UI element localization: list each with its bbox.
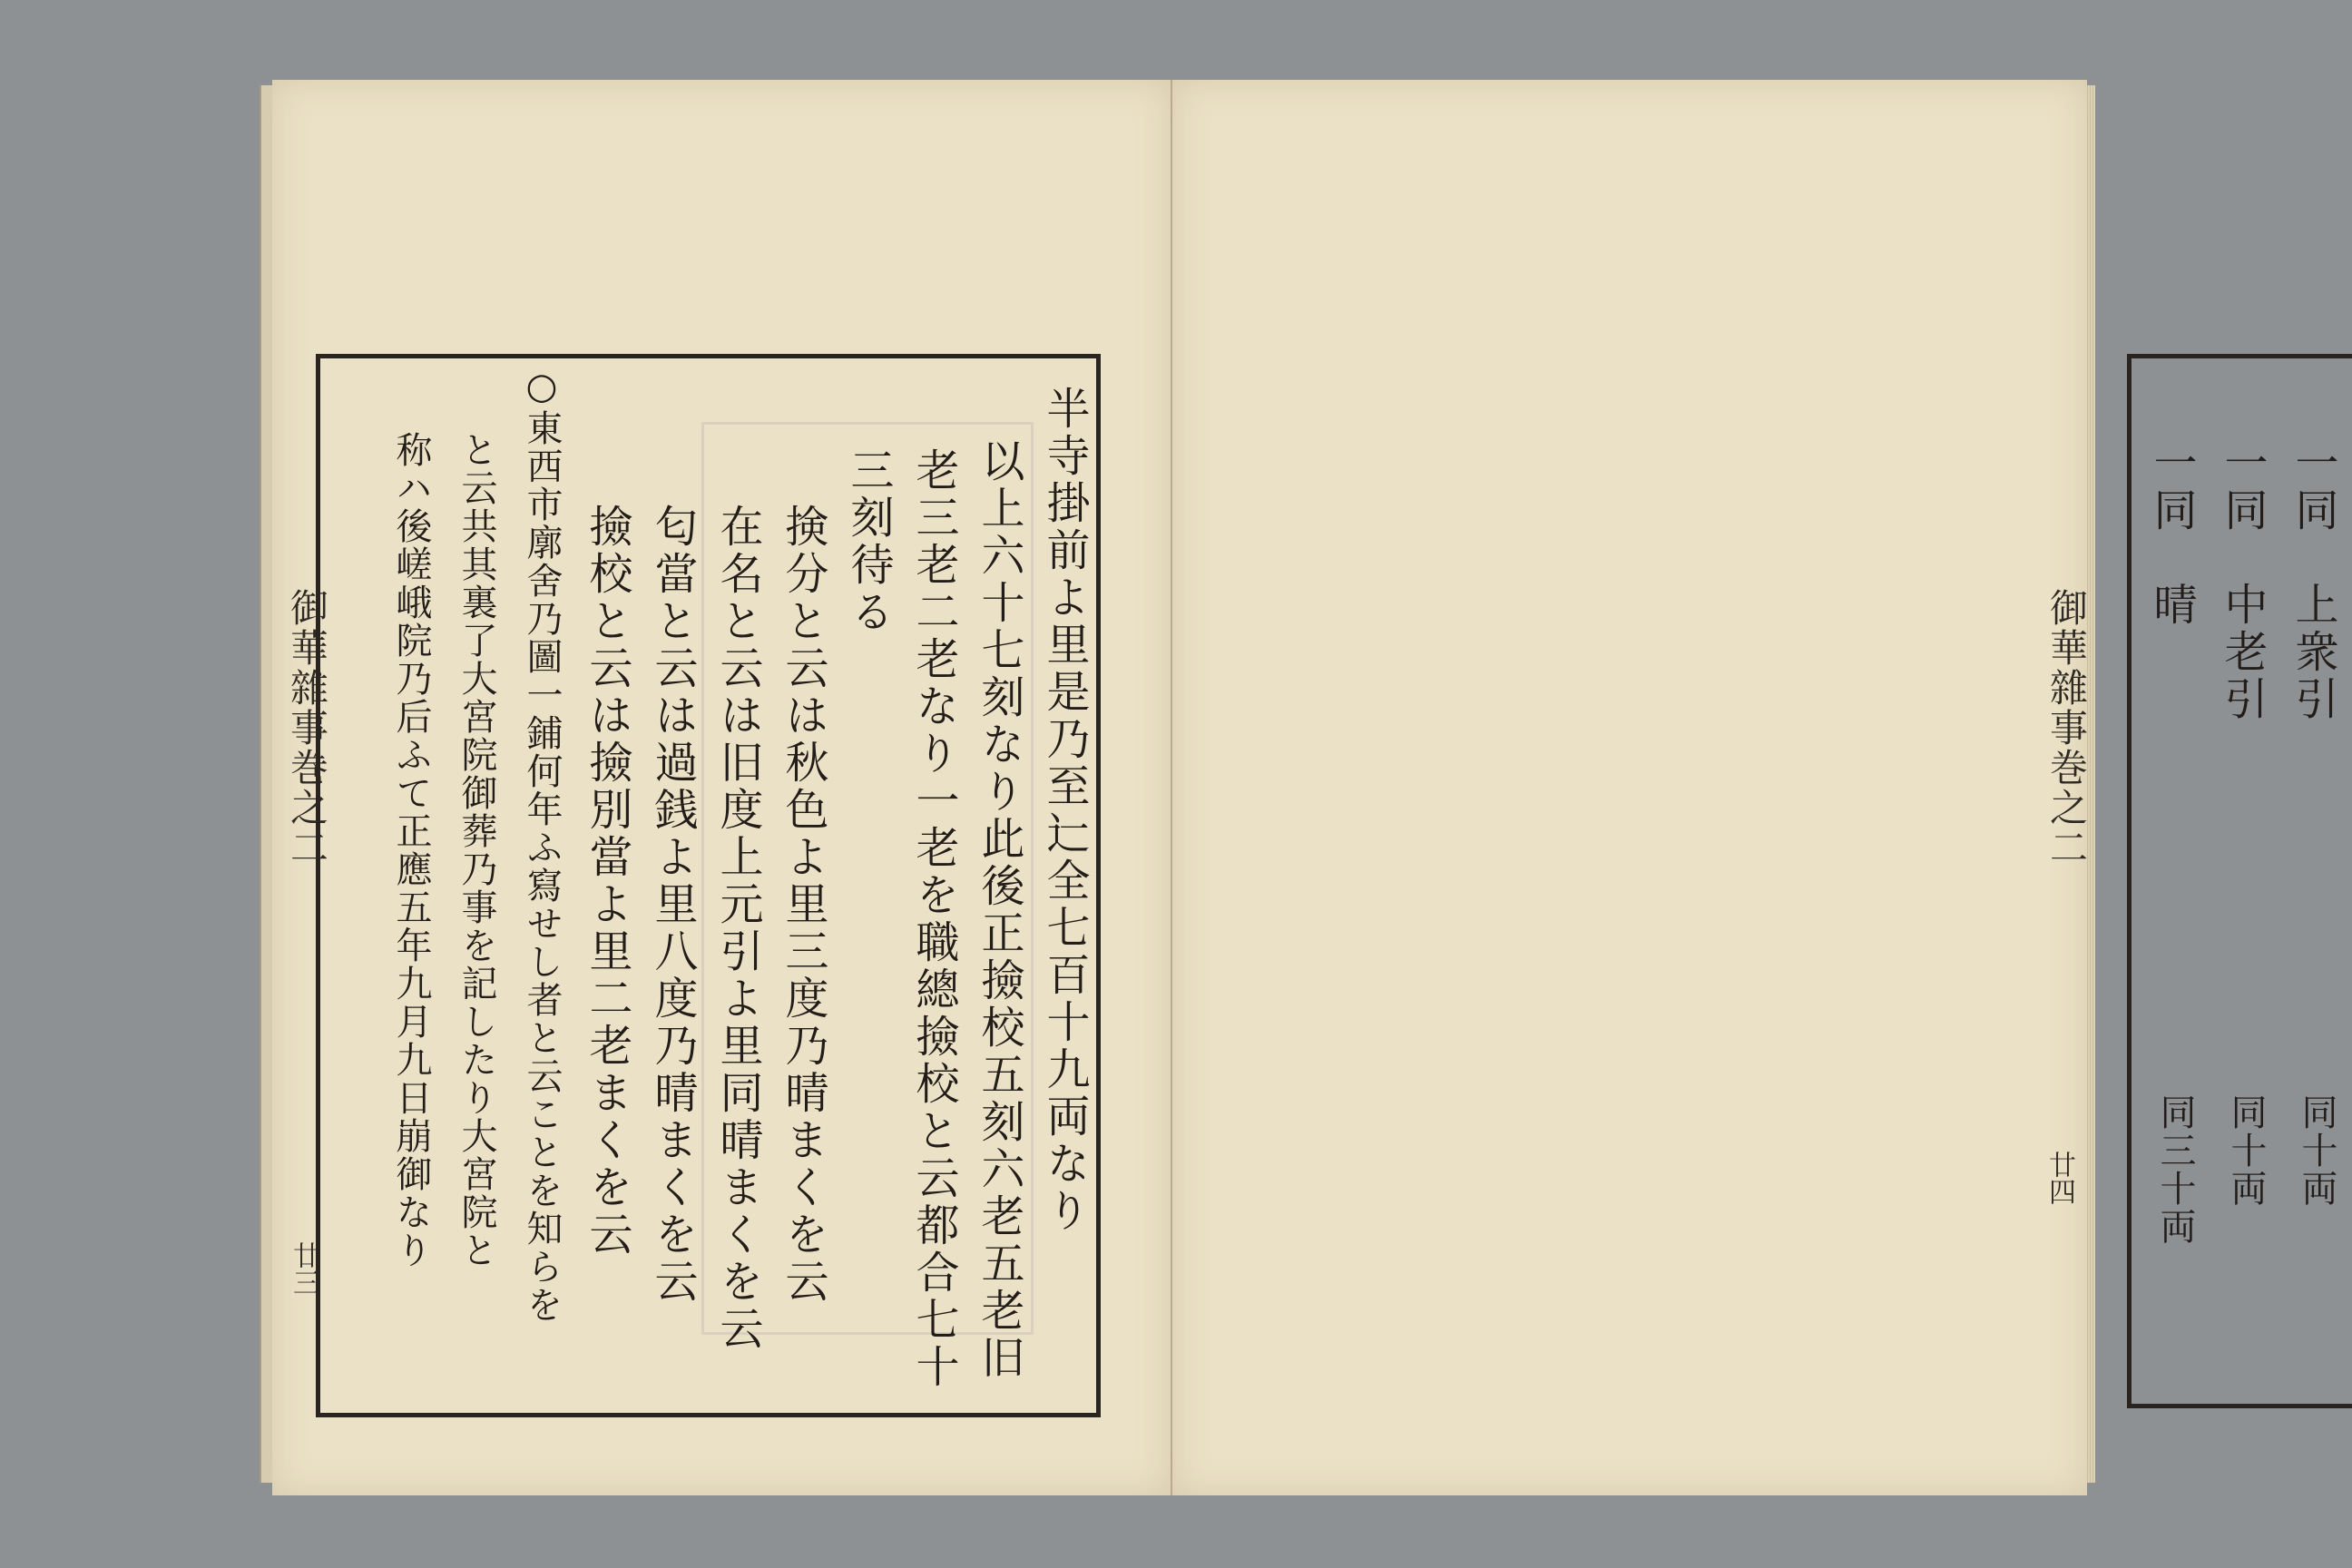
left-column-6: 在名と云は旧度上元引よ里同晴まくを云 [712, 504, 763, 1353]
right-page-number: 廿四 [2043, 1151, 2075, 1205]
left-column-11: 称ハ後嵯峨院乃后ふて正應五年九月九日崩御なり [390, 431, 432, 1269]
left-page [272, 80, 1172, 1495]
left-column-1: 半寺掛前よ里是乃至辷全七百十九両なり [1039, 386, 1090, 1235]
entry-item: 一同 晴 [2146, 440, 2197, 629]
right-text-frame [2127, 354, 2352, 1408]
left-page-number: 廿三 [288, 1241, 319, 1296]
left-column-4: 三刻待る [843, 447, 894, 636]
left-column-2: 以上六十七刻なり此後正撿校五刻六老五老旧 [974, 438, 1024, 1382]
entry-item: 一同 中老引 [2217, 440, 2268, 723]
left-column-5: 𢮦分と云は秋色よ里三度乃晴まくを云 [778, 504, 828, 1306]
left-text-frame [316, 354, 1101, 1417]
left-page-side-title: 御華雜事巻之二 [285, 588, 329, 867]
left-column-3: 老三老二老なり一老を職總撿校と云都合七十 [908, 447, 959, 1391]
entry-price: 同十両 [2296, 1093, 2337, 1208]
left-column-8: 撿校と云は撿別當よ里二老まくを云 [582, 504, 632, 1259]
entry-price: 同三十両 [2154, 1093, 2196, 1246]
right-page [1172, 80, 2338, 1495]
left-column-9: ○東西市廓舍乃圖一鋪何年ふ寫せし者と云ことを知らを [521, 366, 563, 1324]
entry-price: 同十両 [2225, 1093, 2267, 1208]
entry-item: 一同 上衆引 [2288, 440, 2338, 723]
open-book [272, 80, 2338, 1495]
left-column-7: 匂當と云は過銭よ里八度乃晴まくを云 [647, 504, 698, 1306]
left-column-10: と云共其裏了大宮院御葬乃事を記したり大宮院と [456, 431, 497, 1269]
right-page-side-title: 御華雜事巻之二 [2044, 588, 2089, 867]
